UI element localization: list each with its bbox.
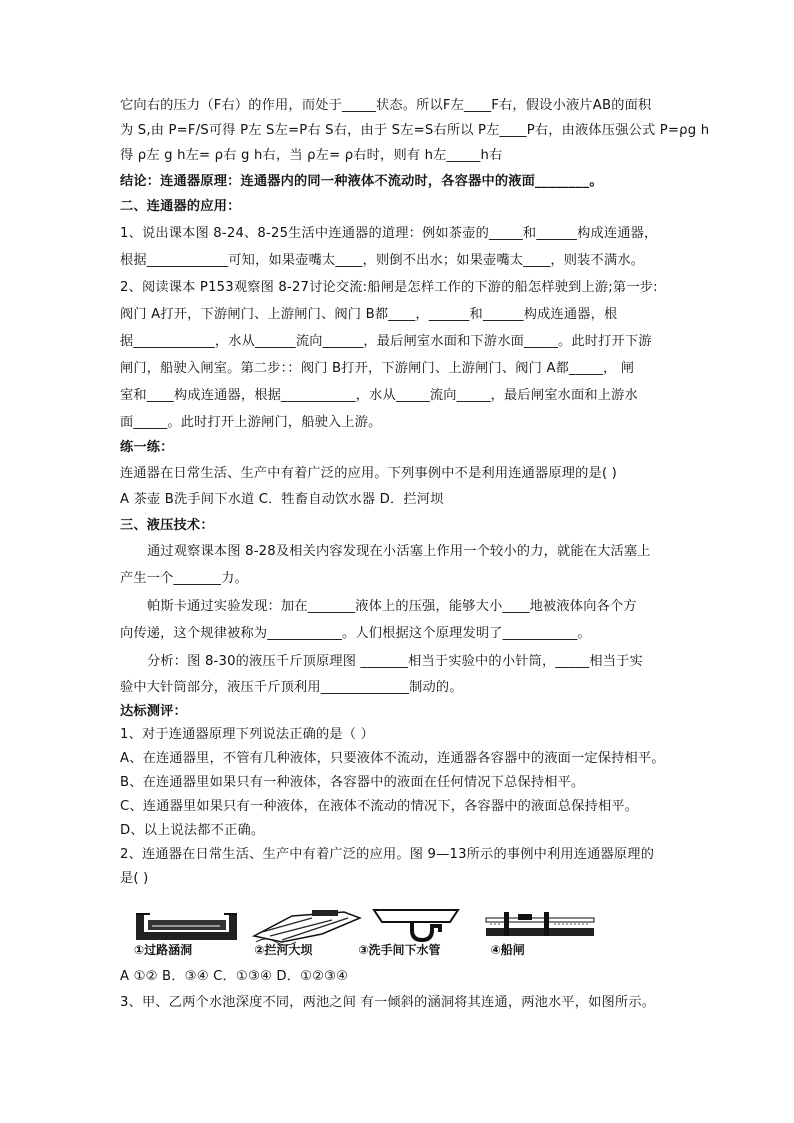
text-line: 据____________，水从______流向______，最后闸室水面和下游水面_____。此时打开下游: [120, 334, 652, 349]
caption-culvert: ①过路涵洞: [134, 943, 193, 957]
text-line: 分析：图 8-30的液压千斤顶原理图 _______相当于实验中的小针筒，_____相当于实: [147, 654, 643, 669]
caption-ship-lock: ④船闸: [490, 943, 525, 957]
text-line: 为 S,由 P=F/S可得 P左 S左=P右 S右，由于 S左=S右所以 P左____P右，由液体压强公式 P=ρg h: [120, 123, 710, 138]
text-line: 验中大针筒部分，液压千斤顶利用_____________制动的。: [120, 680, 463, 695]
section-heading: 二、连通器的应用：: [120, 199, 241, 214]
text-line: 得 ρ左 g h左= ρ右 g h右，当 ρ左= ρ右时，则有 h左_____h右: [120, 148, 503, 163]
question-text: 2、连通器在日常生活、生产中有着广泛的应用。图 9—13所示的事例中利用连通器原理的: [120, 847, 655, 862]
text-line: 通过观察课本图 8-28及相关内容发现在小活塞上作用一个较小的力，就能在大活塞上: [147, 544, 651, 559]
question-text: 3、甲、乙两个水池深度不同，两池之间 有一倾斜的涵洞将其连通，两池水平，如图所示。: [120, 995, 656, 1010]
text-line: 阀门 A打开，下游闸门、上游闸门、阀门 B都____，______和______构成连通器，根: [120, 307, 618, 322]
text-line: 它向右的压力（F右）的作用，而处于_____状态。所以F左____F右，假设小液片AB的面积: [120, 98, 652, 113]
ship-lock-figure: [484, 908, 596, 942]
text-line: 面_____。此时打开上游闸门，船驶入上游。: [120, 415, 382, 430]
section-heading: 练一练：: [120, 440, 174, 455]
question-options: A 茶壶 B洗手间下水道 C．牲畜自动饮水器 D．拦河坝: [120, 492, 444, 507]
caption-dam: ②拦河大坝: [254, 943, 313, 957]
option-a: A、在连通器里，不管有几种液体，只要液体不流动，连通器各容器中的液面一定保持相平。: [120, 751, 665, 766]
question-text: 1、对于连通器原理下列说法正确的是（ ）: [120, 727, 374, 742]
option-c: C、连通器里如果只有一种液体，在液体不流动的情况下，各容器中的液面总保持相平。: [120, 799, 639, 814]
section-heading: 三、液压技术：: [120, 518, 214, 533]
text-line: 1、说出课本图 8-24、8-25生活中连通器的道理：例如茶壶的_____和______构成连通器，: [120, 226, 658, 241]
text-line: 帕斯卡通过实验发现：加在_______液体上的压强，能够大小____地被液体向各个方: [147, 599, 637, 614]
section-heading: 达标测评：: [120, 704, 187, 719]
answer-options: A ①② B．③④ C．①③④ D．①②③④: [120, 969, 349, 984]
conclusion-line: 结论：连通器原理：连通器内的同一种液体不流动时，各容器中的液面________。: [120, 174, 603, 189]
text-line: 室和____构成连通器，根据___________，水从_____流向_____，最后闸室水面和上游水: [120, 388, 638, 403]
figure-captions: [134, 941, 571, 958]
option-d: D、以上说法都不正确。: [120, 823, 265, 838]
text-line: 根据____________可知，如果壶嘴太____，则倒不出水；如果壶嘴太____，则装不满水。: [120, 253, 645, 268]
text-line: 2、阅读课本 P153观察图 8-27讨论交流:船闸是怎样工作的下游的船怎样驶到上游;第一步:: [120, 280, 658, 295]
option-b: B、在连通器里如果只有一种液体，各容器中的液面在任何情况下总保持相平。: [120, 775, 585, 790]
text-line: 向传递，这个规律被称为___________。人们根据这个原理发明了___________。: [120, 626, 591, 641]
caption-drain: ③洗手间下水管: [358, 943, 441, 957]
question-text: 连通器在日常生活、生产中有着广泛的应用。下列事例中不是利用连通器原理的是( ): [120, 466, 618, 481]
question-text: 是( ): [120, 871, 149, 886]
text-line: 产生一个_______力。: [120, 571, 248, 586]
text-line: 闸门，船驶入闸室。第二步：：阀门 B打开，下游闸门、上游闸门、阀门 A都_____， 闸: [120, 361, 635, 376]
